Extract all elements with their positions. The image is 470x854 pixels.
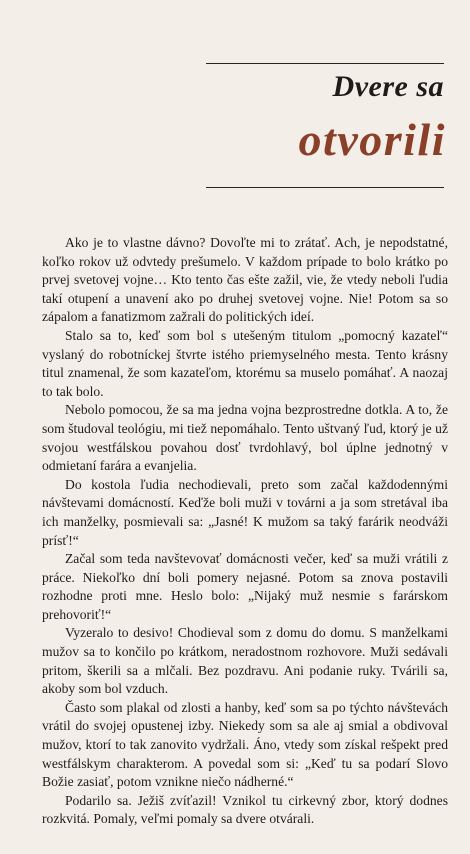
chapter-title-line2: otvorili bbox=[298, 114, 446, 165]
paragraph: Začal som teda navštevovať domácnosti večer, keď sa muži vrátili z práce. Niekoľko dní boli pomery nejasné. Potom sa znova postavili rozhodne proti mne. Heslo bolo: „Nijaký muž nesmie s farárskom prehovoriť!“ bbox=[42, 551, 448, 622]
chapter-body bbox=[42, 234, 448, 829]
paragraph: Vyzeralo to desivo! Chodieval som z domu do domu. S manželkami mužov sa to končilo po krátkom, neradostnom rozhovore. Muži sedávali pritom, škerili sa a mlčali. Bez pozdravu. Ani podanie ruky. Tvárili sa, akoby som bol vzduch. bbox=[42, 625, 448, 697]
title-rule-bottom bbox=[206, 187, 444, 188]
paragraph: Ako je to vlastne dávno? Dovoľte mi to zrátať. Ach, je nepodstatné, koľko rokov už odvtedy prešumelo. V každom prípade to bolo krátko po prvej svetovej vojne… Kto tento čas ešte zažil, vie, že vtedy neboli ľudia takí otupení a unavení ako po druhej svetovej vojne. Nie! Potom sa so zápalom a fanatizmom zažrali do politických ideí. bbox=[42, 235, 448, 325]
chapter-title-line1: Dvere sa bbox=[332, 70, 444, 103]
paragraph: Nebolo pomocou, že sa ma jedna vojna bezprostredne dotkla. A to, že som študoval teológiu, mi tiež nepomáhalo. Tento uštvaný ľud, ktorý je už svojou westfálskou povahou dosť tvrdohlavý, bol úplne jednotný v odmietaní farára a evanjelia. bbox=[42, 402, 448, 474]
title-rule-top bbox=[206, 63, 444, 64]
paragraph: Často som plakal od zlosti a hanby, keď som sa po týchto návštevách vrátil do svojej opustenej izby. Niekedy som sa ale aj smial a obdivoval mužov, ktorí to tak zanovito vydržali. Áno, vtedy som získal rešpekt pred westfálskym charakterom. A povedal som si: „Keď tu sa podarí Slovo Božie zasiať, potom vznikne niečo nádherné.“ bbox=[42, 699, 448, 790]
paragraph: Stalo sa to, keď som bol s utešeným titulom „pomocný kazateľ“ vyslaný do robotníckej štvrte istého priemyselného mesta. Tento krásny titul znamenal, že som kazateľom, ktorému sa muselo pomáhať. A naozaj to tak bolo. bbox=[42, 327, 448, 399]
paragraph: Podarilo sa. Ježiš zvíťazil! Vznikol tu cirkevný zbor, ktorý dodnes rozkvitá. Pomaly, veľmi pomaly sa dvere otvárali. bbox=[42, 792, 448, 827]
paragraph: Do kostola ľudia nechodievali, preto som začal každodennými návštevami domácností. Keďže boli muži v továrni a ja som stretával iba ich manželky, posmievali sa: „Jasné! K mužom sa taký farárik neodváži prísť!“ bbox=[42, 476, 448, 548]
